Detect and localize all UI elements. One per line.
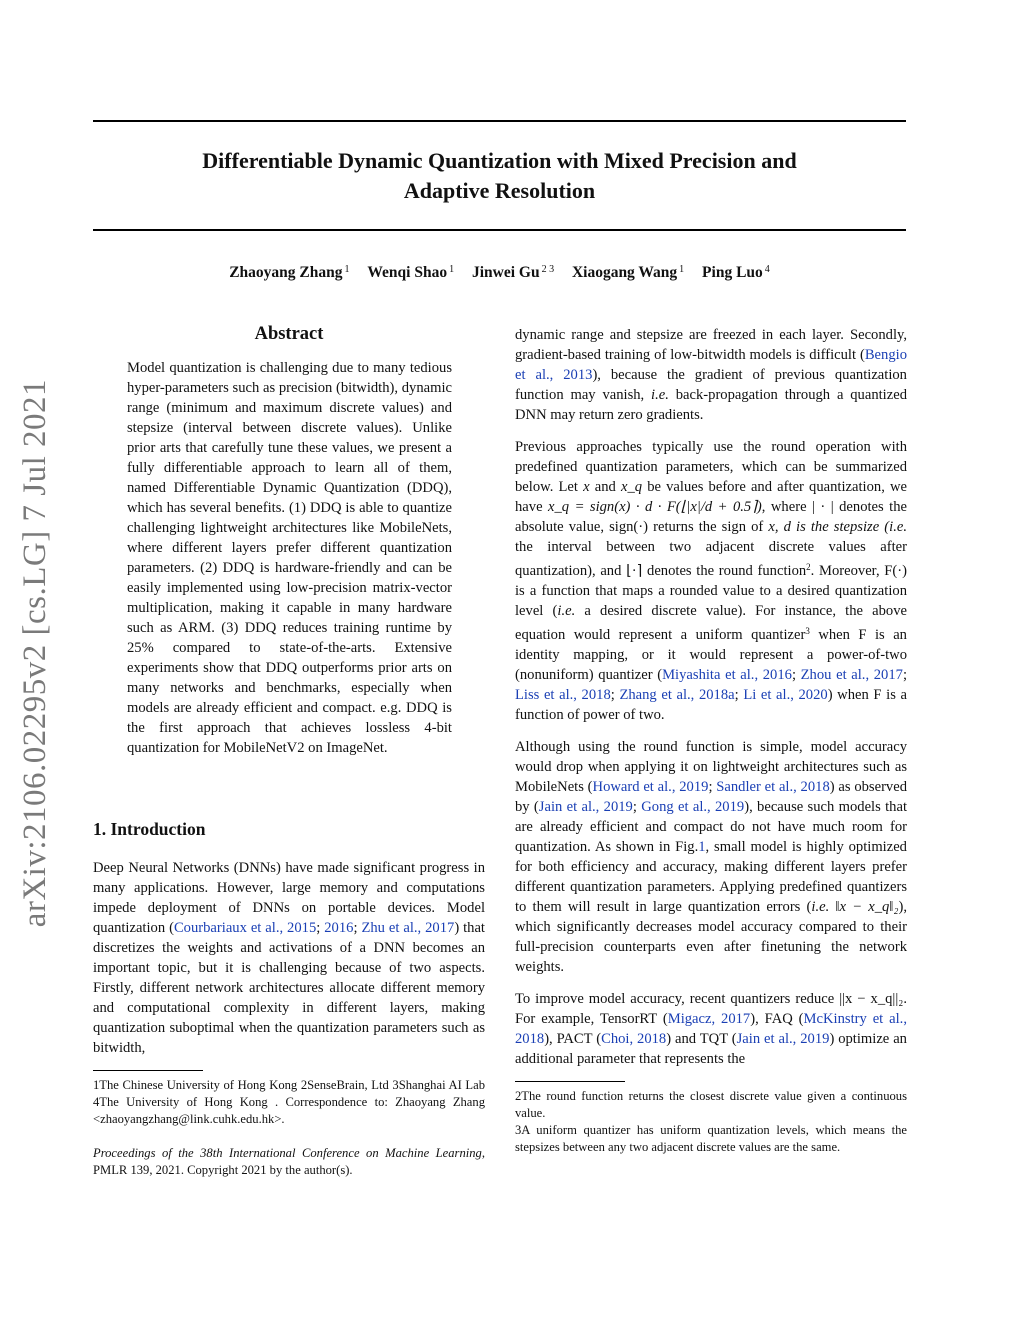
author — [472, 264, 554, 281]
author-affiliation: 1 — [679, 264, 685, 275]
footnote-3: 3A uniform quantizer has uniform quantization levels, which means the stepsizes between any two adjacent discrete values are the same. — [515, 1123, 907, 1154]
author-name: Zhaoyang Zhang — [229, 264, 343, 281]
citation-link[interactable]: Courbariaux et al., 2015 — [173, 920, 317, 936]
citation-link[interactable]: McKinstry et al., 2018 — [515, 1011, 907, 1047]
author-name: Wenqi Shao — [367, 264, 448, 281]
text-run: , where | · | denotes the absolute value, sign(·) returns the sign of — [515, 499, 907, 535]
text-run: i.e. — [889, 519, 907, 535]
citation-link[interactable]: Li et al., 2020 — [743, 687, 828, 703]
author-list — [93, 264, 906, 282]
math-symbol: x — [583, 479, 590, 495]
text-run: ) as observed by ( — [515, 779, 908, 815]
title-line-1: Differentiable Dynamic Quantization with Mixed Precision and — [202, 148, 797, 173]
arxiv-stamp-text: arXiv:2106.02295v2 [cs.LG] 7 Jul 2021 — [16, 378, 53, 928]
abstract-heading: Abstract — [254, 324, 324, 344]
proceedings-note — [93, 1145, 485, 1179]
math-symbol: x_q — [620, 479, 643, 495]
body-paragraph — [515, 325, 907, 425]
text-run: ) when F is a function of power of two. — [515, 687, 907, 723]
affiliations-footnote: 1The Chinese University of Hong Kong 2SenseBrain, Ltd 3Shanghai AI Lab 4The University of Hong Kong . Correspondence to: Zhaoyang Zhang <zhaoyangzhang@link.cuhk.edu.hk>. — [93, 1078, 485, 1126]
text-run: ) optimize an additional parameter that represents the — [515, 1031, 907, 1067]
text-run: ), because such models that are already efficient and compact do not have much room for quantization. As shown in Fig. — [515, 799, 907, 855]
citation-link[interactable]: Zhou et al., 2017 — [800, 667, 903, 683]
body-paragraph: Although using the round function is simple, model accuracy would drop when applying it on lightweight architectures such as MobileNets (Howard et al., 2019; Sandler et al., 2018) as observed by (Jain et al., 2019; Gong et al., 2019), because such models that are already efficient and compact do not have much room for quantization. As shown in Fig.1, small model is highly optimized for both efficiency and accuracy, making different layers prefer different quantization parameters. Applying predefined quantizers to them will result in large quantization errors (i.e. ‖x − x_q‖₂), which significantly decreases model accuracy compared to their full-precision counterparts even after finetuning the network weights. — [515, 739, 908, 975]
paper-title — [93, 146, 906, 206]
text-run: To improve model accuracy, recent quantizers reduce ||x − x_q||₂. For example, TensorRT ( — [515, 991, 907, 1027]
citation-link[interactable]: 2016 — [324, 920, 354, 936]
math-expression: ‖x − x_q‖₂ — [829, 899, 899, 915]
footnote-ref[interactable]: 2 — [806, 562, 811, 572]
citation-link[interactable]: Zhang et al., 2018a — [619, 687, 735, 703]
title-top-rule — [93, 120, 906, 122]
author-affiliation: 4 — [764, 264, 770, 275]
citation-link[interactable]: Bengio et al., 2013 — [515, 347, 907, 383]
text-run: ) and TQT ( — [666, 1031, 737, 1047]
footnote-2: 2The round function returns the closest discrete value given a continuous value. — [515, 1089, 907, 1120]
citation-link[interactable]: Miyashita et al., 2016 — [662, 667, 792, 683]
text-run: the interval between two adjacent discrete values after quantization), and ⌊·⌉ denotes the round function — [515, 539, 907, 579]
text-run: ), PACT ( — [544, 1031, 602, 1047]
text-run: Although using the round function is simple, model accuracy would drop when applying it on lightweight architectures such as MobileNets ( — [515, 739, 907, 795]
text-run: dynamic range and stepsize are freezed in each layer. Secondly, gradient-based training of low-bitwidth models is difficult ( — [515, 327, 907, 363]
text-run: ), FAQ ( — [750, 1011, 804, 1027]
author — [229, 264, 349, 281]
citation-link[interactable]: Jain et al., 2019 — [736, 1031, 830, 1047]
author-name: Ping Luo — [702, 264, 763, 281]
author-affiliation: 2 3 — [541, 264, 555, 275]
citation-link[interactable]: Zhu et al., 2017 — [361, 920, 455, 936]
text-run: back-propagation through a quantized DNN may return zero gradients. — [515, 387, 907, 423]
figure-link[interactable]: 1 — [698, 839, 706, 855]
footnote-ref[interactable]: 3 — [805, 626, 810, 636]
proceedings-copyright: , PMLR 139, 2021. Copyright 2021 by the author(s). — [93, 1146, 485, 1177]
citation-link[interactable]: Gong et al., 2019 — [641, 799, 745, 815]
text-run: ) that discretizes the weights and activations of a DNN becomes an important topic, but it is challenging because of two aspects. Firstly, different network architectures allocate different memory and computational complexity in different layers, making quantization suboptimal when the quantization parameters such as bitwidth, — [93, 920, 485, 1056]
author-affiliation: 1 — [344, 264, 350, 275]
author-name: Xiaogang Wang — [571, 264, 678, 281]
citation-link[interactable]: Choi, 2018 — [601, 1031, 667, 1047]
title-line-2: Adaptive Resolution — [403, 178, 596, 203]
introduction-paragraph: Deep Neural Networks (DNNs) have made significant progress in many applications. However, large memory and computations impede deployment of DNNs on portable devices. Model quantization (Courbariaux et al., 2015; 2016; Zhu et al., 2017) that discretizes the weights and activations of a DNN becomes an important topic, but it is challenging because of two aspects. Firstly, different network architectures allocate different memory and computational complexity in different layers, making quantization suboptimal when the quantization parameters such as bitwidth, — [93, 860, 485, 1056]
author — [572, 264, 684, 281]
text-run: ), which significantly decreases model accuracy compared to their full-precision counterparts even after finetuning the network weights. — [515, 899, 907, 975]
citation-link[interactable]: Sandler et al., 2018 — [716, 779, 830, 795]
text-run: i.e. — [651, 387, 669, 403]
citation-link[interactable]: Liss et al., 2018 — [515, 687, 611, 703]
text-run: i.e. — [811, 899, 830, 915]
text-run: . Moreover, F(·) is a function that maps a rounded value to a desired quantization level ( — [515, 563, 907, 619]
body-paragraph: Previous approaches typically use the round operation with predefined quantization parameters, which can be summarized below. Let x and x_q be values before and after quantization, we have x_q = sign(x) · d · F(⌊|x|/d + 0.5⌉), where | · | denotes the absolute value, sign(·) returns the sign of x, d is the stepsize (i.e. the interval between two adjacent discrete values after quantization), and ⌊·⌉ denotes the round function$^2$. Moreover, F(·) is a function that maps a rounded value to a desired quantization level (i.e. a desired discrete value). For instance, the above equation would represent a uniform quantizer$^3$ when F is an identity mapping, or it would represent a power-of-two (nonuniform) quantizer (Miyashita et al., 2016; Zhou et al., 2017; Liss et al., 2018; Zhang et al., 2018a; Li et al., 2020) when F is a function of power of two. — [515, 439, 908, 723]
citation-link[interactable]: Howard et al., 2019 — [592, 779, 709, 795]
footnote-divider — [515, 1081, 625, 1082]
left-column — [93, 320, 485, 1179]
author-name: Jinwei Gu — [471, 264, 540, 281]
text-run: be values before and after quantization, we have — [515, 479, 908, 515]
citation-link[interactable]: Jain et al., 2019 — [538, 799, 633, 815]
text-run: x, d is the stepsize ( — [768, 519, 890, 535]
body-paragraph — [515, 989, 907, 1069]
text-run: and — [589, 479, 621, 495]
introduction-heading: 1. Introduction — [93, 819, 206, 839]
author — [367, 264, 454, 281]
title-bottom-rule — [93, 229, 906, 231]
author-affiliation: 1 — [449, 264, 455, 275]
text-run: , small model is highly optimized for both efficiency and accuracy, making different layers prefer different quantization parameters. Applying predefined quantizers to them will result in large quantization errors ( — [515, 839, 907, 915]
right-column — [515, 325, 907, 1156]
author — [702, 264, 770, 281]
citation-link[interactable]: Migacz, 2017 — [667, 1011, 751, 1027]
text-run: ), because the gradient of previous quantization function may vanish, — [515, 367, 907, 403]
proceedings-venue: Proceedings of the 38th International Conference on Machine Learning — [93, 1146, 482, 1160]
footnote-divider — [93, 1070, 203, 1071]
arxiv-identifier-stamp — [10, 378, 60, 928]
text-run: a desired discrete value). For instance, the above equation would represent a uniform quantizer — [515, 603, 907, 643]
abstract-body: Model quantization is challenging due to many tedious hyper-parameters such as precision (bitwidth), dynamic range (minimum and maximum discrete values) and stepsize (interval between discrete values). Unlike prior arts that carefully tune these values, we present a fully differentiable approach to learn all of them, named Differentiable Dynamic Quantization (DDQ), which has several benefits. (1) DDQ is able to quantize challenging lightweight architectures like MobileNets, where different layers prefer different quantization parameters. (2) DDQ is hardware-friendly and can be easily implemented using low-precision matrix-vector multiplication, making it capable in many hardware such as ARM. (3) DDQ reduces training runtime by 25% compared to state-of-the-arts. Extensive experiments show that DDQ outperforms prior arts on many networks and benchmarks, especially when models are already efficient and compact. e.g. DDQ is the first approach that achieves lossless 4-bit quantization for MobileNetV2 on ImageNet. — [127, 360, 452, 756]
text-run: i.e. — [557, 603, 576, 619]
text-run: when F is an identity mapping, or it would represent a power-of-two (nonuniform) quantizer ( — [515, 627, 907, 683]
text-run: Previous approaches typically use the round operation with predefined quantization parameters, which can be summarized below. Let — [515, 439, 907, 495]
quantization-equation: x_q = sign(x) · d · F(⌊|x|/d + 0.5⌉) — [548, 499, 762, 515]
text-run: Deep Neural Networks (DNNs) have made significant progress in many applications. However, large memory and computations impede deployment of DNNs on portable devices. Model quantization ( — [93, 860, 485, 936]
